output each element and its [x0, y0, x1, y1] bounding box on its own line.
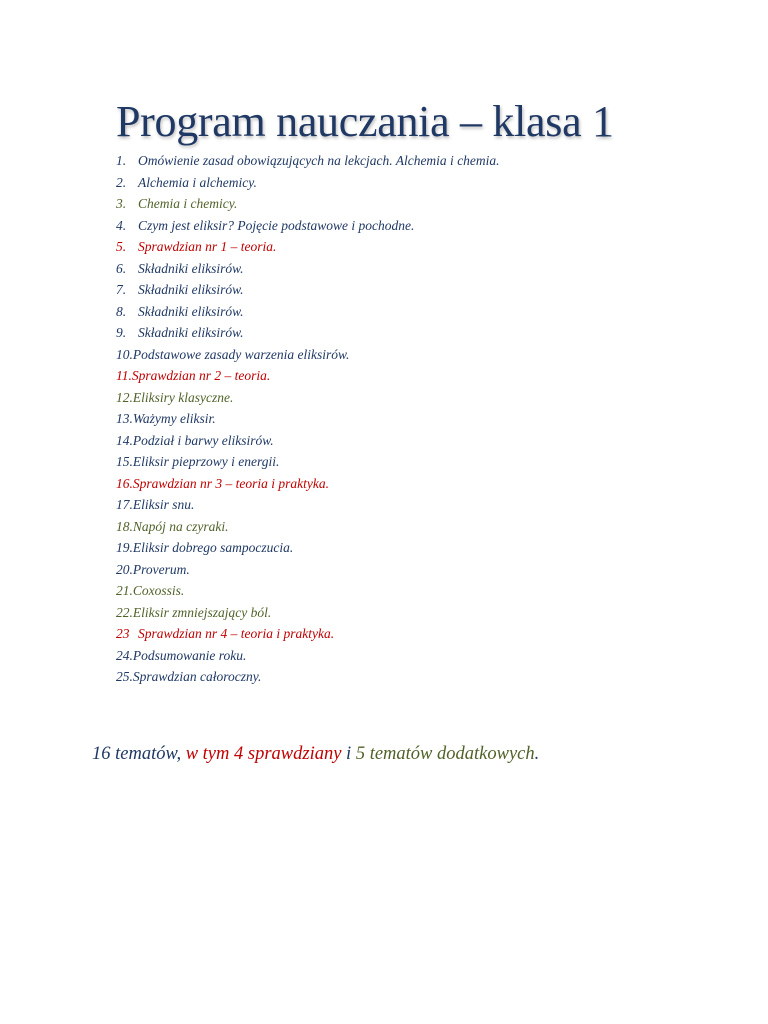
- lesson-item: [116, 387, 500, 409]
- lesson-number: 13.: [116, 411, 133, 426]
- lesson-item: [116, 602, 500, 624]
- lesson-item: [116, 344, 500, 366]
- lesson-number: 16.: [116, 475, 133, 491]
- lesson-item: [116, 516, 500, 538]
- lesson-number: 22.: [116, 604, 133, 620]
- lesson-item: [116, 301, 500, 323]
- lesson-number: 14.: [116, 432, 133, 448]
- lesson-text: Podstawowe zasady warzenia eliksirów.: [132, 346, 350, 362]
- summary-period: .: [534, 744, 540, 764]
- lesson-number: 23: [116, 626, 130, 641]
- lesson-item: [116, 430, 500, 452]
- lesson-number: 24.: [116, 647, 133, 663]
- summary-test-count: w tym 4 sprawdziany: [181, 744, 342, 764]
- summary-conjunction: i: [341, 744, 352, 764]
- lesson-text: Omówienie zasad obowiązujących na lekcjach. Alchemia i chemia.: [138, 153, 500, 168]
- lesson-item: [116, 645, 500, 667]
- lesson-number: 3.: [116, 196, 127, 211]
- lesson-text: Eliksir zmniejszający ból.: [132, 604, 272, 620]
- lesson-text: Eliksir snu.: [132, 497, 195, 512]
- summary-extra-count: 5 tematów dodatkowych: [351, 744, 535, 764]
- lesson-text: Składniki eliksirów.: [138, 282, 244, 297]
- lesson-item: [116, 451, 500, 473]
- lesson-number: 2.: [116, 174, 127, 190]
- lesson-item: [116, 580, 500, 602]
- lesson-text: Coxossis.: [132, 583, 185, 598]
- lesson-text: Napój na czyraki.: [132, 518, 229, 534]
- lesson-number: 19.: [116, 540, 133, 555]
- lesson-number: 15.: [116, 454, 133, 469]
- lesson-number: 7.: [116, 282, 127, 297]
- summary-topic-count: 16 tematów,: [92, 744, 182, 764]
- lesson-item: [116, 322, 500, 344]
- lesson-number: 20.: [116, 561, 133, 577]
- lesson-item: [116, 172, 500, 194]
- lesson-number: 6.: [116, 260, 127, 276]
- lesson-item: [116, 365, 500, 387]
- lesson-number: 8.: [116, 303, 127, 319]
- lesson-list: [116, 150, 500, 688]
- lesson-item: [116, 494, 500, 516]
- lesson-item: [116, 473, 500, 495]
- lesson-text: Eliksir dobrego sampoczucia.: [132, 540, 294, 555]
- lesson-text: Sprawdzian nr 3 – teoria i praktyka.: [132, 475, 329, 491]
- lesson-text: Sprawdzian nr 1 – teoria.: [138, 239, 277, 254]
- lesson-item: [116, 666, 500, 688]
- lesson-text: Podział i barwy eliksirów.: [132, 432, 274, 448]
- lesson-text: Sprawdzian nr 4 – teoria i praktyka.: [138, 626, 335, 641]
- lesson-number: 1.: [116, 153, 127, 168]
- lesson-number: 12.: [116, 389, 133, 405]
- lesson-number: 11.: [116, 368, 132, 383]
- lesson-text: Składniki eliksirów.: [138, 325, 244, 340]
- lesson-text: Podsumowanie roku.: [132, 647, 247, 663]
- lesson-text: Eliksir pieprzowy i energii.: [132, 454, 280, 469]
- lesson-text: Proverum.: [132, 561, 190, 577]
- lesson-number: 4.: [116, 217, 127, 233]
- lesson-text: Sprawdzian całoroczny.: [132, 669, 262, 684]
- lesson-text: Składniki eliksirów.: [138, 260, 244, 276]
- lesson-text: Eliksiry klasyczne.: [132, 389, 234, 405]
- lesson-number: 18.: [116, 518, 133, 534]
- lesson-item: [116, 258, 500, 280]
- lesson-text: Składniki eliksirów.: [138, 303, 244, 319]
- lesson-number: 17.: [116, 497, 133, 512]
- lesson-item: [116, 236, 500, 258]
- lesson-text: Sprawdzian nr 2 – teoria.: [131, 368, 271, 383]
- lesson-number: 21.: [116, 583, 133, 598]
- lesson-text: Chemia i chemicy.: [138, 196, 238, 211]
- lesson-text: Ważymy eliksir.: [132, 411, 216, 426]
- lesson-item: [116, 279, 500, 301]
- lesson-number: 25.: [116, 669, 133, 684]
- lesson-item: [116, 215, 500, 237]
- summary-line: [92, 740, 539, 768]
- page-title: Program nauczania – klasa 1: [116, 97, 614, 146]
- lesson-item: [116, 559, 500, 581]
- lesson-text: Alchemia i alchemicy.: [138, 174, 257, 190]
- lesson-item: [116, 193, 500, 215]
- lesson-item: [116, 537, 500, 559]
- lesson-item: [116, 408, 500, 430]
- lesson-item: [116, 623, 500, 645]
- lesson-item: [116, 150, 500, 172]
- lesson-text: Czym jest eliksir? Pojęcie podstawowe i pochodne.: [138, 217, 415, 233]
- lesson-number: 5.: [116, 239, 127, 254]
- lesson-number: 9.: [116, 325, 127, 340]
- lesson-number: 10.: [116, 346, 133, 362]
